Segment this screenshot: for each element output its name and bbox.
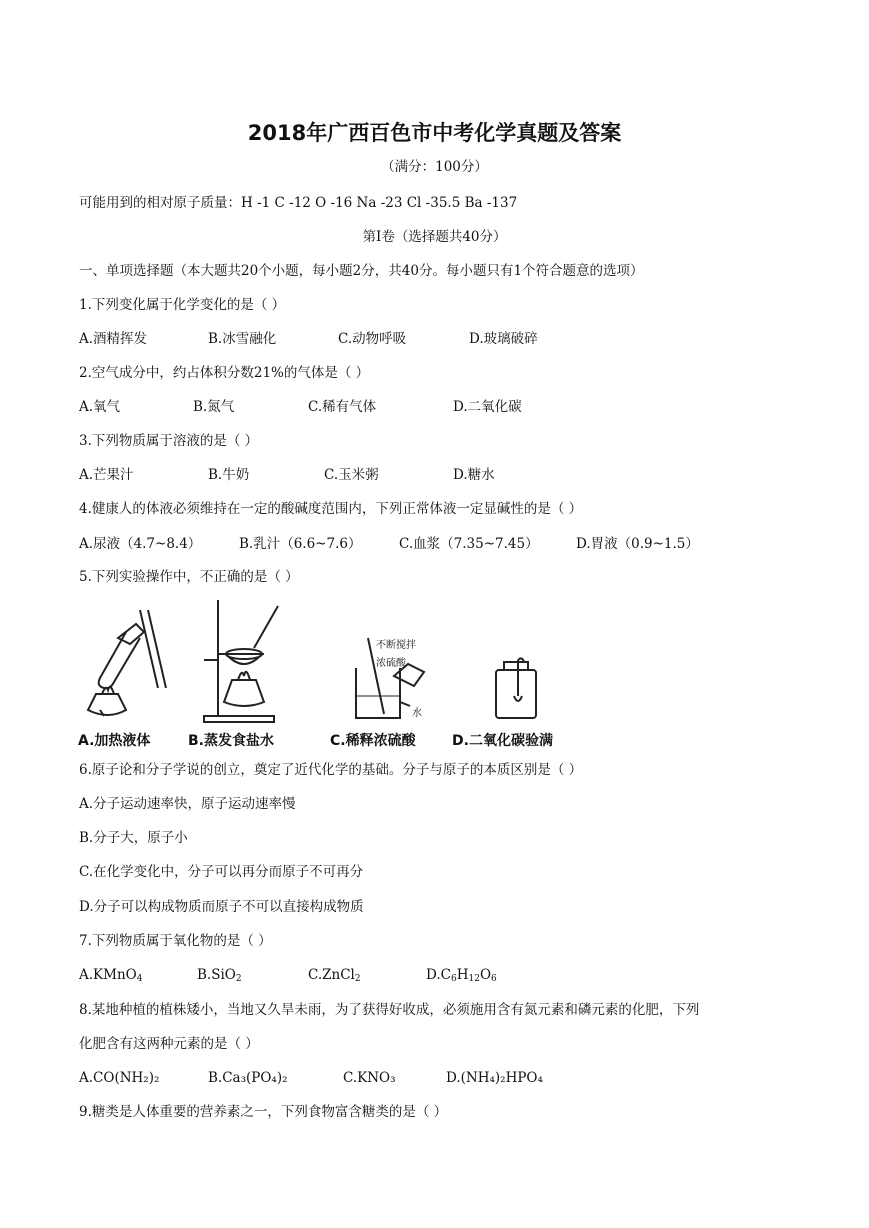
q2-option-c: C.稀有气体	[308, 399, 377, 415]
q1-option-b: B.冰雪融化	[208, 331, 277, 347]
q5-caption-c: C.稀释浓硫酸	[330, 733, 416, 749]
full-score: （满分：100分）	[381, 159, 488, 175]
q8-option-b: B.Ca₃(PO₄)₂	[208, 1070, 288, 1086]
q6-option-b: B.分子大，原子小	[79, 830, 188, 846]
q8-option-a: A.CO(NH₂)₂	[79, 1070, 160, 1086]
q4-option-b: B.乳汁（6.6~7.6）	[239, 536, 362, 552]
q5-caption-b: B.蒸发食盐水	[188, 733, 274, 749]
question-9-stem: 9.糖类是人体重要的营养素之一，下列食物富含糖类的是（ ）	[79, 1104, 448, 1120]
question-5-stem: 5.下列实验操作中，不正确的是（ ）	[79, 569, 299, 585]
q6-option-c: C.在化学变化中，分子可以再分而原子不可再分	[79, 864, 364, 880]
q7-option-b: B.SiO$_2$	[197, 967, 242, 984]
q1-option-c: C.动物呼吸	[338, 331, 407, 347]
q4-option-d: D.胃液（0.9~1.5）	[576, 536, 699, 552]
q2-option-a: A.氧气	[79, 399, 121, 415]
q6-option-a: A.分子运动速率快，原子运动速率慢	[79, 796, 296, 812]
q2-option-b: B.氮气	[193, 399, 235, 415]
question-7-stem: 7.下列物质属于氧化物的是（ ）	[79, 933, 272, 949]
q2-option-d: D.二氧化碳	[453, 399, 522, 415]
q5-caption-a: A.加热液体	[78, 733, 151, 749]
atomic-masses: 可能用到的相对原子质量：H -1 C -12 O -16 Na -23 Cl -35.5 Ba -137	[79, 195, 518, 211]
q8-option-d: D.(NH₄)₂HPO₄	[446, 1070, 543, 1086]
q5-figure	[78, 598, 578, 750]
evaporation-illustration	[188, 598, 288, 728]
q3-option-b: B.牛奶	[208, 467, 250, 483]
section-heading: 一、单项选择题（本大题共20个小题，每小题2分，共40分。每小题只有1个符合题意的选项）	[79, 263, 644, 279]
q3-option-c: C.玉米粥	[324, 467, 379, 483]
q3-option-d: D.糖水	[453, 467, 495, 483]
question-6-stem: 6.原子论和分子学说的创立，奠定了近代化学的基础。分子与原子的本质区别是（ ）	[79, 762, 583, 778]
q7-option-c: C.ZnCl$_2$	[308, 967, 361, 984]
water-label: 水	[412, 708, 422, 719]
q7-option-d: $D.C_6H_{12}O_6$	[426, 967, 497, 984]
question-3-stem: 3.下列物质属于溶液的是（ ）	[79, 433, 259, 449]
q5-caption-d: D.二氧化碳验满	[452, 733, 553, 749]
question-4-stem: 4.健康人的体液必须维持在一定的酸碱度范围内，下列正常体液一定显碱性的是（ ）	[79, 501, 583, 517]
q1-option-d: D.玻璃破碎	[469, 331, 538, 347]
q1-option-a: A.酒精挥发	[79, 331, 148, 347]
document-title: 2018年广西百色市中考化学真题及答案	[247, 121, 622, 145]
q7-option-a: A.KMnO$_4$	[79, 967, 143, 984]
question-2-stem: 2.空气成分中，约占体积分数21%的气体是（ ）	[79, 365, 370, 381]
co2-test-illustration	[478, 598, 558, 728]
q4-option-c: C.血浆（7.35~7.45）	[399, 536, 539, 552]
q3-option-a: A.芒果汁	[79, 467, 134, 483]
q8-option-c: C.KNO₃	[343, 1070, 396, 1086]
q4-option-a: A.尿液（4.7~8.4）	[79, 536, 202, 552]
heating-liquid-illustration	[78, 598, 178, 728]
question-8-stem-line2: 化肥含有这两种元素的是（ ）	[79, 1036, 259, 1052]
question-1-stem: 1.下列变化属于化学变化的是（ ）	[79, 297, 286, 313]
stir-label: 不断搅拌	[376, 640, 416, 651]
acid-label: 浓硫酸	[376, 658, 406, 669]
q6-option-d: D.分子可以构成物质而原子不可以直接构成物质	[79, 899, 364, 915]
question-8-stem-line1: 8.某地种植的植株矮小，当地又久旱未雨，为了获得好收成，必须施用含有氮元素和磷元素的化肥，下列	[79, 1002, 700, 1018]
volume-title: 第Ⅰ卷（选择题共40分）	[362, 229, 507, 245]
